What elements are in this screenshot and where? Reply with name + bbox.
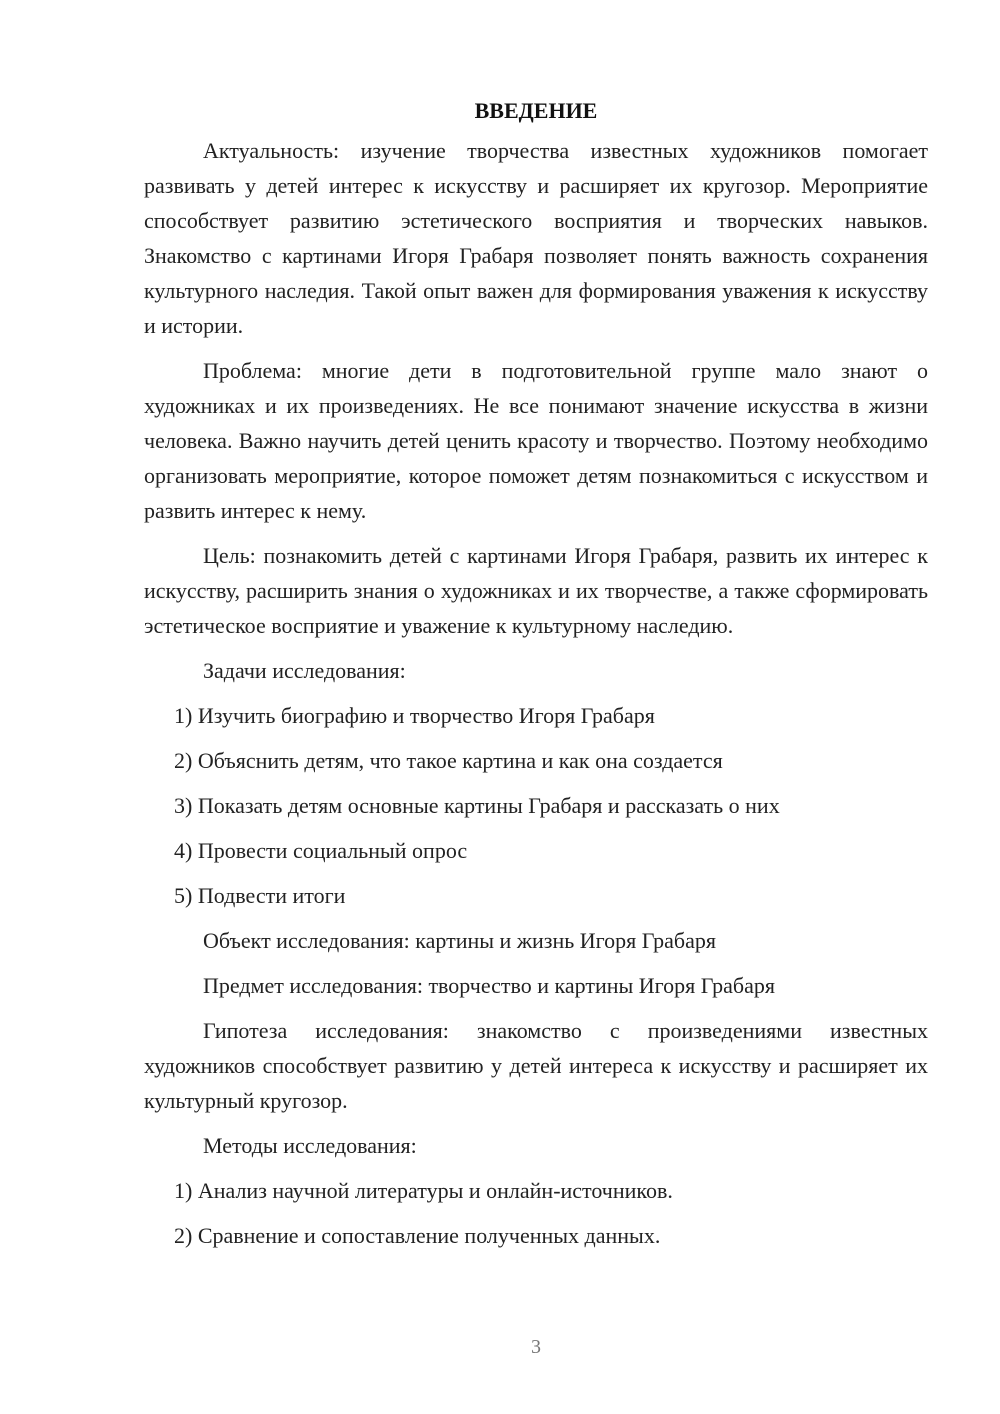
page-number: 3 [531,1336,541,1358]
task-item: 1) Изучить биографию и творчество Игоря Грабаря [174,703,655,728]
task-item: 3) Показать детям основные картины Грабаря и рассказать о них [174,793,780,818]
relevance-paragraph: Актуальность: изучение творчества известных художников помогает развивать у детей интерес к искусству и расширяет их кругозор. Мероприятие способствует развитию эстетического восприятия и творческих навыков. Знакомство с картинами Игоря Грабаря позволяет понять важность сохранения культурного наследия. Такой опыт важен для формирования уважения к искусству и истории. [144,138,928,338]
method-item: 1) Анализ научной литературы и онлайн-источников. [174,1178,673,1203]
methods-heading: Методы исследования: [203,1133,417,1158]
tasks-heading: Задачи исследования: [203,658,406,683]
research-object: Объект исследования: картины и жизнь Игоря Грабаря [203,928,716,953]
task-item: 5) Подвести итоги [174,883,346,908]
task-item: 4) Провести социальный опрос [174,838,468,863]
problem-paragraph: Проблема: многие дети в подготовительной группе мало знают о художниках и их произведениях. Не все понимают значение искусства в жизни человека. Важно научить детей ценить красоту и творчество. Поэтому необходимо организовать мероприятие, которое поможет детям познакомиться с искусством и развить интерес к нему. [144,358,928,523]
page-title: ВВЕДЕНИЕ [474,98,598,123]
method-item: 2) Сравнение и сопоставление полученных данных. [174,1223,661,1248]
task-item: 2) Объяснить детям, что такое картина и как она создается [174,748,723,773]
hypothesis-paragraph: Гипотеза исследования: знакомство с произведениями известных художников способствует развитию у детей интереса к искусству и расширяет их культурный кругозор. [144,1018,928,1113]
research-subject: Предмет исследования: творчество и картины Игоря Грабаря [203,973,775,998]
page-content [144,92,928,1253]
goal-paragraph: Цель: познакомить детей с картинами Игоря Грабаря, развить их интерес к искусству, расширить знания о художниках и их творчестве, а также сформировать эстетическое восприятие и уважение к культурному наследию. [144,543,928,638]
